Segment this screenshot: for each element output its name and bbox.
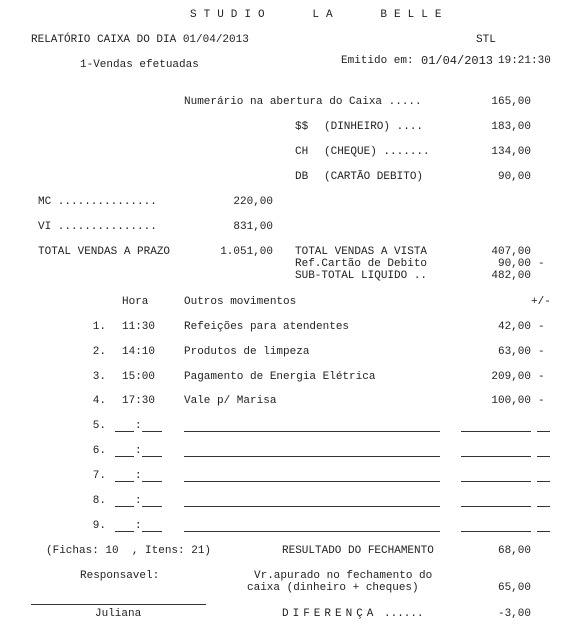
blank-row-number: 5. <box>92 420 106 432</box>
blank-sign-line <box>537 506 550 507</box>
payment-code: $$ <box>295 121 309 133</box>
emitted-label: Emitido em: <box>341 55 414 67</box>
movement-number: 4. <box>92 395 106 407</box>
blank-hour-line <box>115 481 134 482</box>
blank-value-line <box>461 481 531 482</box>
total-prazo-label: TOTAL VENDAS A PRAZO <box>38 246 171 258</box>
blank-description-line <box>184 456 440 457</box>
movement-sign: - <box>538 371 545 383</box>
blank-value-line <box>461 431 531 432</box>
blank-hour-line <box>115 456 134 457</box>
movement-sign: - <box>538 346 545 358</box>
blank-hour-line <box>115 506 134 507</box>
movement-number: 1. <box>92 321 106 333</box>
blank-minute-line <box>142 481 162 482</box>
store-code: STL <box>476 34 496 46</box>
movement-description: Refeições para atendentes <box>184 321 350 333</box>
movement-description: Produtos de limpeza <box>184 346 310 358</box>
card-value: 220,00 <box>233 196 273 208</box>
card-value: 831,00 <box>233 221 273 233</box>
blank-description-line <box>184 481 440 482</box>
blank-hour-colon: : <box>135 495 142 507</box>
blank-hour-colon: : <box>135 520 142 532</box>
subtotal-label: SUB-TOTAL LIQUIDO .. <box>295 270 428 282</box>
blank-value-line <box>461 531 531 532</box>
payment-label: (DINHEIRO) .... <box>324 121 424 133</box>
movement-number: 2. <box>92 346 106 358</box>
signer-name: Juliana <box>95 608 142 620</box>
payment-value: 183,00 <box>491 121 531 133</box>
blank-row-number: 6. <box>92 445 106 457</box>
diferenca-value: -3,00 <box>497 608 531 620</box>
opening-label: Numerário na abertura do Caixa ..... <box>184 96 422 108</box>
total-vista-label: TOTAL VENDAS A VISTA <box>295 246 428 258</box>
opening-value: 165,00 <box>491 96 531 108</box>
movement-value: 42,00 <box>497 321 531 333</box>
blank-hour-colon: : <box>135 445 142 457</box>
blank-description-line <box>184 506 440 507</box>
responsavel-label: Responsavel: <box>80 570 160 582</box>
diferenca-label: DIFERENÇA <box>282 608 378 620</box>
blank-row-number: 7. <box>92 470 106 482</box>
apurado-line1: Vr.apurado no fechamento do <box>254 570 433 582</box>
blank-value-line <box>461 456 531 457</box>
col-hour-header: Hora <box>122 296 149 308</box>
emitted-time: 19:21:30 <box>498 55 551 67</box>
subtotal-value: 482,00 <box>491 270 531 282</box>
movement-hour: 17:30 <box>122 395 156 407</box>
movement-value: 63,00 <box>497 346 531 358</box>
resultado-value: 68,00 <box>497 545 531 557</box>
blank-hour-colon: : <box>135 420 142 432</box>
total-prazo-value: 1.051,00 <box>220 246 273 258</box>
movement-hour: 11:30 <box>122 321 156 333</box>
payment-code: DB <box>295 171 309 183</box>
col-sign-header: +/- <box>531 296 551 308</box>
blank-sign-line <box>537 531 550 532</box>
movement-value: 100,00 <box>491 395 531 407</box>
movement-description: Vale p/ Marisa <box>184 395 277 407</box>
fichas-count: (Fichas: 10 , Itens: 21) <box>46 545 212 557</box>
col-desc-header: Outros movimentos <box>184 296 297 308</box>
blank-minute-line <box>142 506 162 507</box>
ref-cartao-sign: - <box>538 258 545 270</box>
blank-minute-line <box>142 456 162 457</box>
payment-label: (CARTÃO DEBITO) <box>324 171 424 183</box>
blank-minute-line <box>142 531 162 532</box>
blank-description-line <box>184 531 440 532</box>
blank-hour-line <box>115 531 134 532</box>
total-vista-value: 407,00 <box>491 246 531 258</box>
blank-sign-line <box>537 481 550 482</box>
card-label: VI ............... <box>38 221 157 233</box>
studio-title: STUDIO LA BELLE <box>190 9 449 21</box>
movement-description: Pagamento de Energia Elétrica <box>184 371 376 383</box>
blank-description-line <box>184 431 440 432</box>
blank-sign-line <box>537 456 550 457</box>
movement-value: 209,00 <box>491 371 531 383</box>
payment-value: 90,00 <box>497 171 531 183</box>
blank-hour-line <box>115 431 134 432</box>
ref-cartao-value: 90,00 <box>497 258 531 270</box>
blank-minute-line <box>142 431 162 432</box>
signature-line <box>31 604 206 605</box>
payment-code: CH <box>295 146 309 158</box>
section-title: 1-Vendas efetuadas <box>80 59 199 71</box>
report-title: RELATÓRIO CAIXA DO DIA 01/04/2013 <box>31 34 249 46</box>
apurado-line2: caixa (dinheiro + cheques) <box>247 582 419 594</box>
movement-sign: - <box>538 321 545 333</box>
payment-label: (CHEQUE) ....... <box>324 146 430 158</box>
movement-sign: - <box>538 395 545 407</box>
blank-row-number: 9. <box>92 520 106 532</box>
emitted-date: 01/04/2013 <box>421 54 494 68</box>
payment-value: 134,00 <box>491 146 531 158</box>
blank-hour-colon: : <box>135 470 142 482</box>
resultado-label: RESULTADO DO FECHAMENTO <box>282 545 434 557</box>
blank-row-number: 8. <box>92 495 106 507</box>
apurado-value: 65,00 <box>497 582 531 594</box>
ref-cartao-label: Ref.Cartão de Debito <box>295 258 428 270</box>
blank-value-line <box>461 506 531 507</box>
diferenca-dots: ...... <box>384 608 424 620</box>
blank-sign-line <box>537 431 550 432</box>
card-label: MC ............... <box>38 196 157 208</box>
movement-number: 3. <box>92 371 106 383</box>
movement-hour: 15:00 <box>122 371 156 383</box>
movement-hour: 14:10 <box>122 346 156 358</box>
